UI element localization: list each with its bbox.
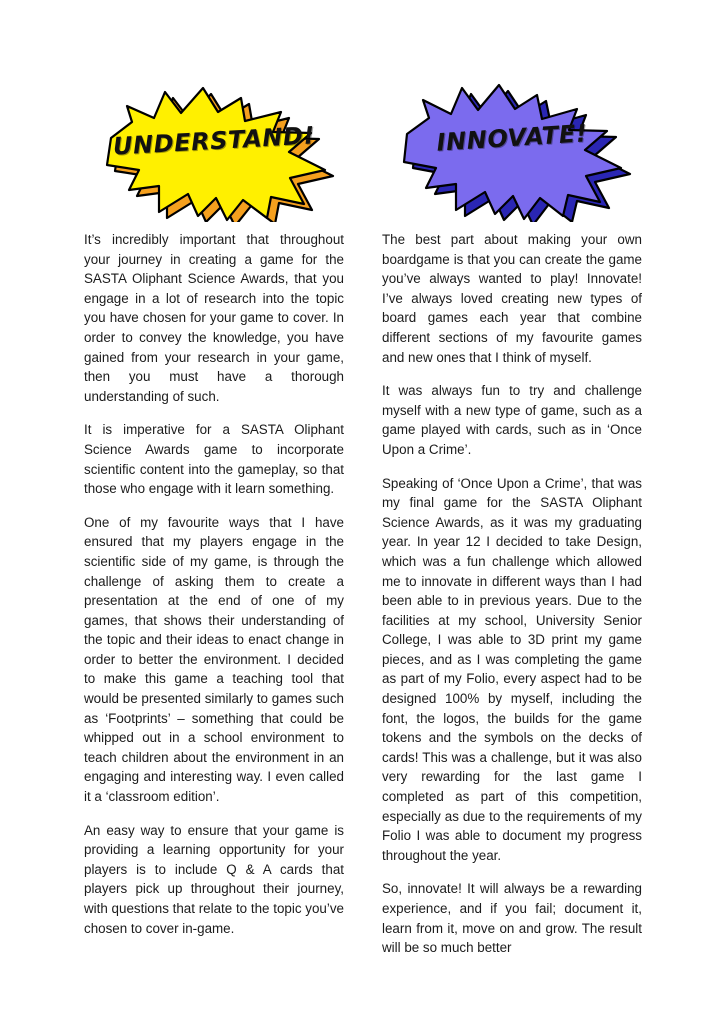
right-column [382, 82, 642, 958]
right-paragraph-4: So, innovate! It will always be a rewarding experience, and if you fail; document it, learn from it, move on and grow. The result will be so much better [382, 881, 642, 956]
left-column [84, 82, 344, 958]
two-column-body [84, 82, 642, 958]
innovate-badge-label: INNOVATE! [435, 119, 589, 157]
starburst-icon [85, 82, 343, 222]
right-paragraph-1: The best part about making your own boardgame is that you can create the game you’ve always wanted to play! Innovate! I’ve always loved creating new types of board games each year that combine different sections of my favourite games and new ones that I think of myself. [382, 232, 642, 365]
left-paragraph-1: It’s incredibly important that throughout your journey in creating a game for the SASTA Oliphant Science Awards, that you engage in a lot of research into the topic you have chosen for your game to cover. In order to convey the knowledge, you have gained from your research in your game, then you must have a thorough understanding of such. [84, 232, 344, 404]
understand-badge-label: UNDERSTAND! [112, 121, 316, 161]
innovate-starburst-badge [382, 82, 642, 222]
understand-starburst-badge [84, 82, 344, 222]
starburst-icon [383, 82, 641, 222]
left-paragraph-3: One of my favourite ways that I have ensured that my players engage in the scientific side of my game, is through the challenge of asking them to create a presentation at the end of one of my games, that shows their understanding of the topic and their ideas to enact change in order to better the environment. I decided to make this game a teaching tool that would be presented similarly to games such as ‘Footprints’ – something that could be whipped out in a school environment to teach children about the environment in an engaging and interesting way. I even called it a ‘classroom edition’. [84, 514, 344, 805]
right-paragraph-2: It was always fun to try and challenge myself with a new type of game, such as a game played with cards, such as in ‘Once Upon a Crime’. [382, 383, 642, 457]
right-paragraph-3: Speaking of ‘Once Upon a Crime’, that was my final game for the SASTA Oliphant Science Awards, as it was my graduating year. In year 12 I decided to take Design, which was a fun challenge which allowed me to innovate in different ways than I had been able to in previous years. Due to the facilities at my school, University Senior College, I was able to 3D print my game pieces, and as I was completing the game as part of my Folio, every aspect had to be designed 100% by myself, including the font, the logos, the builds for the game tokens and the symbols on the decks of cards! This was a challenge, but it was also very rewarding for the last game I completed as part of this competition, especially as due to the requirements of my Folio I was able to document my progress throughout the year. [382, 475, 642, 863]
left-paragraph-2: It is imperative for a SASTA Oliphant Science Awards game to incorporate scientific content into the gameplay, so that those who engage with it learn something. [84, 422, 344, 497]
left-paragraph-4: An easy way to ensure that your game is providing a learning opportunity for your players is to include Q & A cards that players pick up throughout their journey, with questions that relate to the topic you’ve chosen to cover in-game. [84, 822, 344, 936]
